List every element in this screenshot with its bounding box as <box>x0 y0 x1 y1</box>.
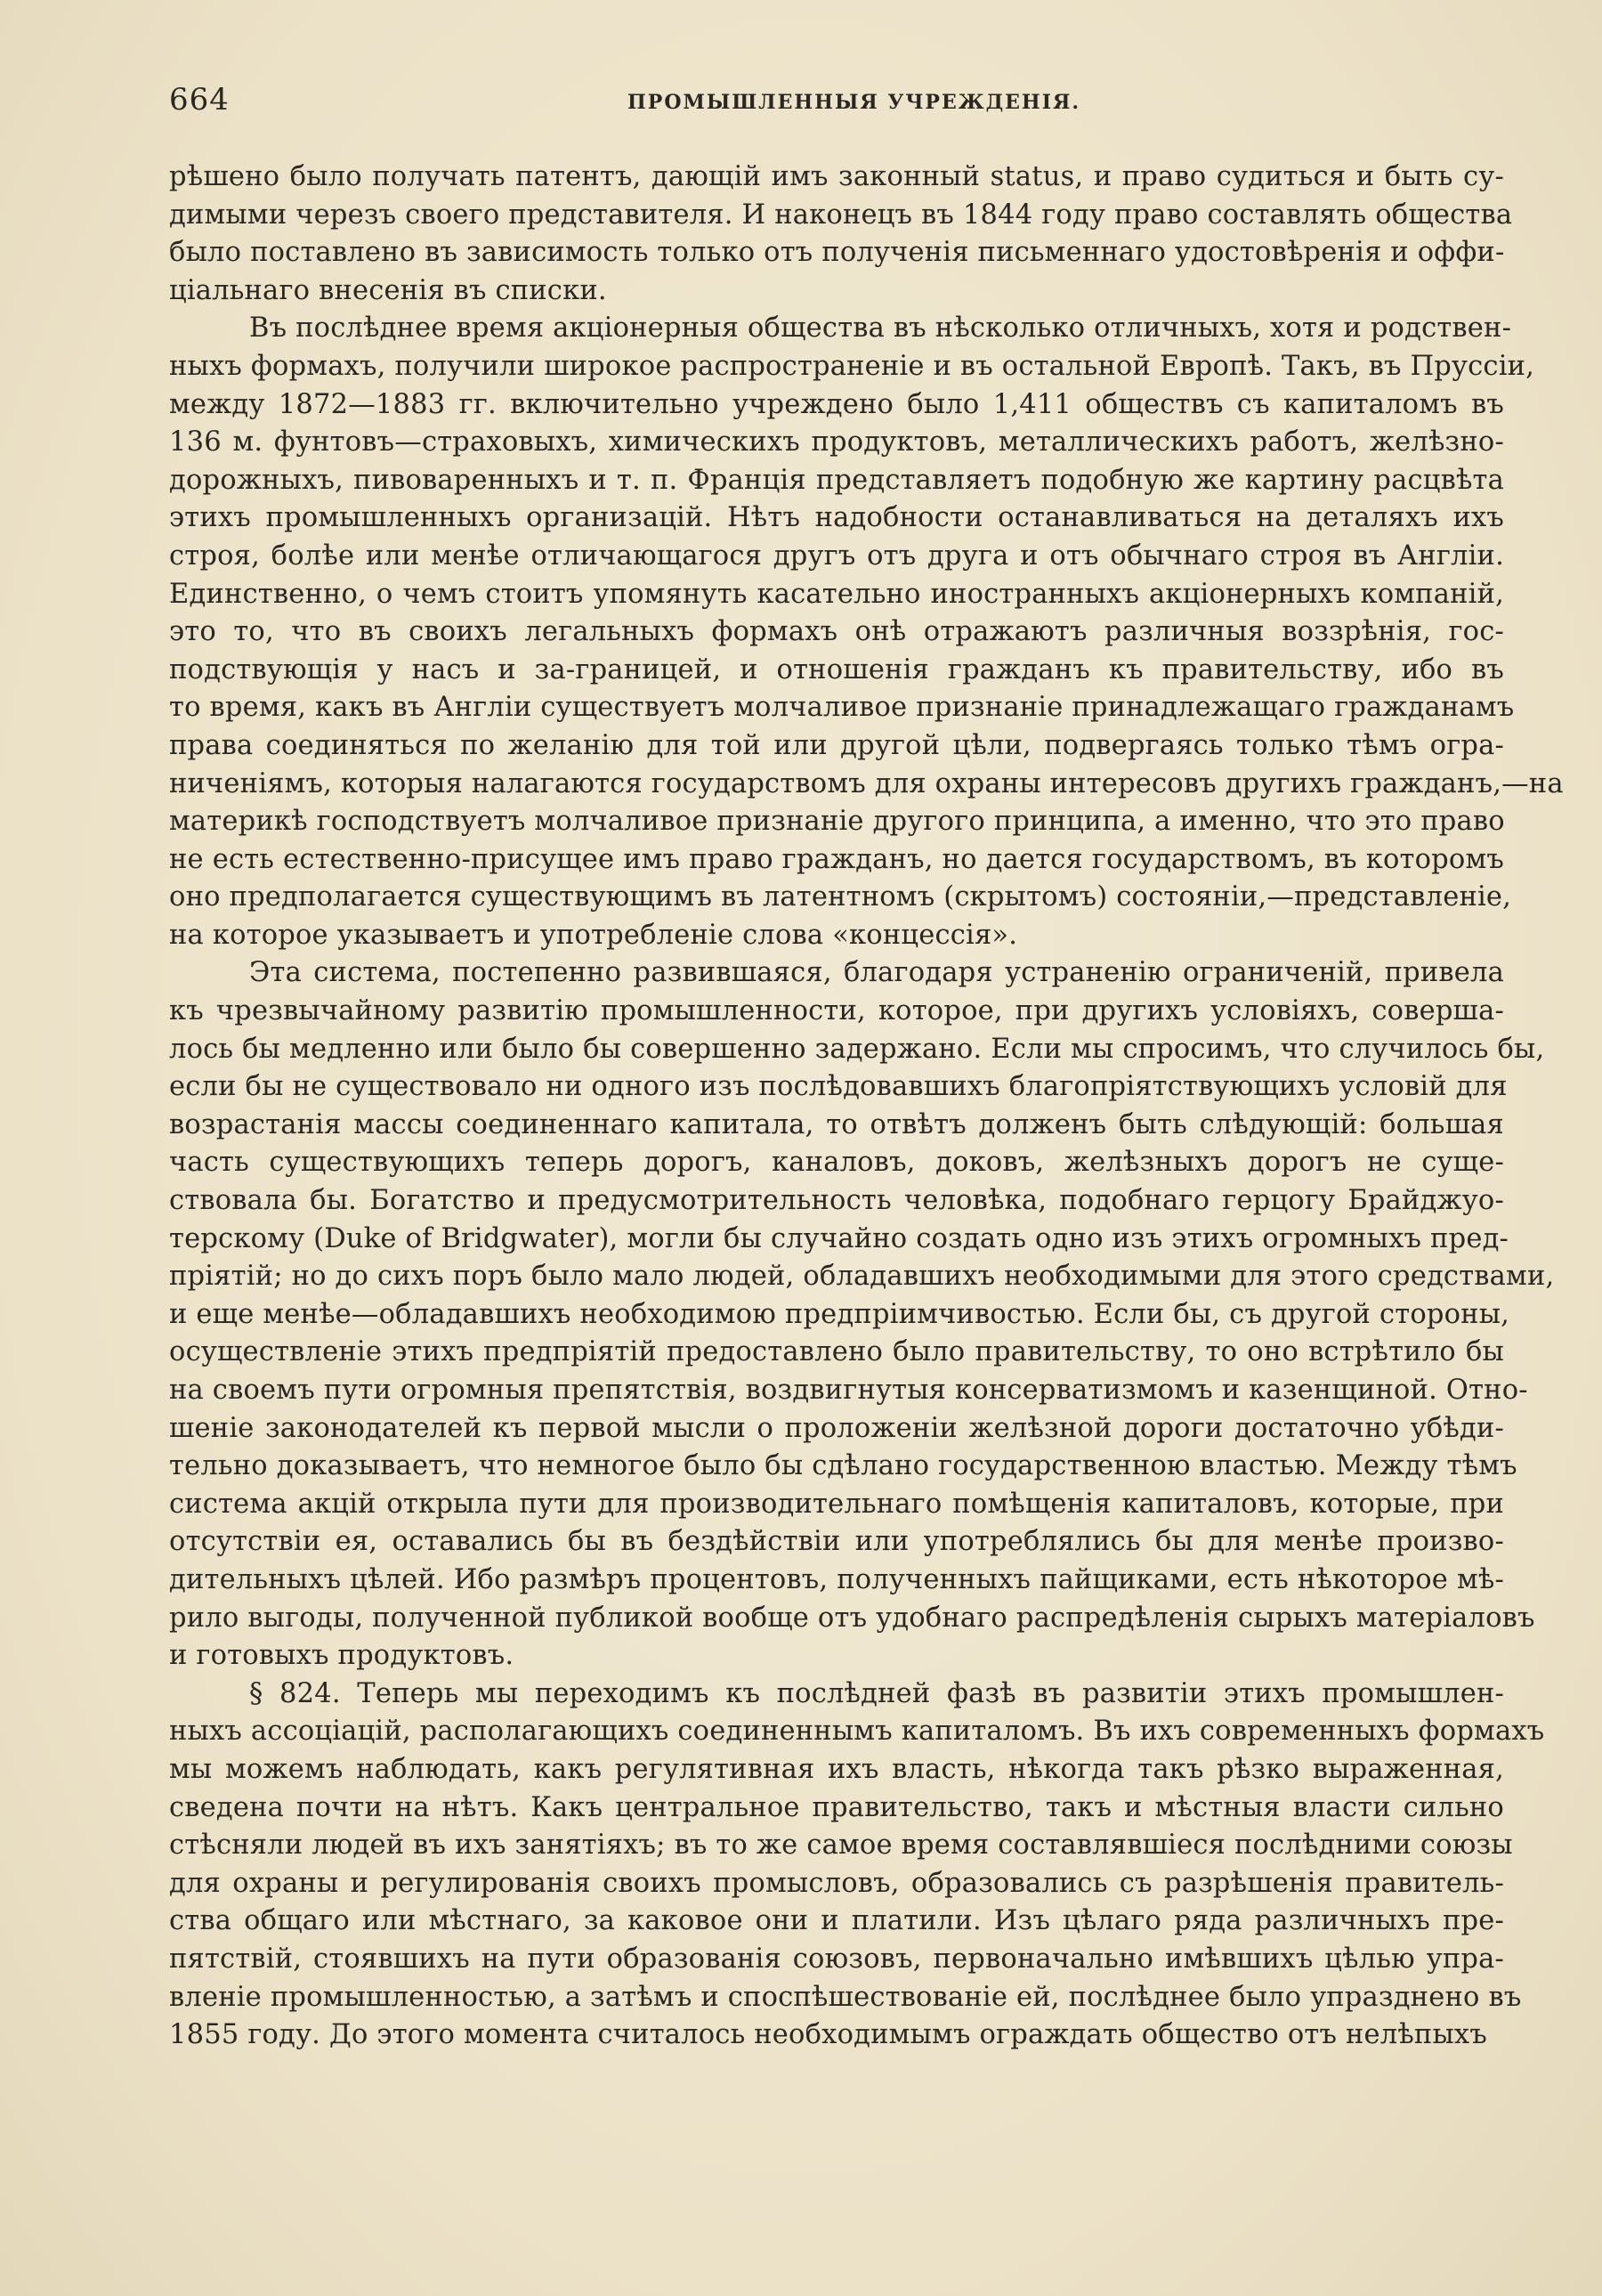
text-line: § 824. Теперь мы переходимъ къ послѣдней фазѣ въ развитіи этихъ промышлен- <box>249 1677 1504 1709</box>
text-line: этихъ промышленныхъ организацій. Нѣтъ надобности останавливаться на деталяхъ ихъ <box>169 502 1504 534</box>
text-line: возрастанія массы соединеннаго капитала, то отвѣтъ долженъ быть слѣдующій: большая <box>169 1108 1504 1140</box>
text-line: пятствій, стоявшихъ на пути образованія союзовъ, первоначально имѣвшихъ цѣлью упра- <box>169 1943 1504 1975</box>
running-title: ПРОМЫШЛЕННЫЯ УЧРЕЖДЕНІЯ. <box>627 91 1081 114</box>
text-line: Единственно, о чемъ стоитъ упомянуть касательно иностранныхъ акціонерныхъ компаній, <box>169 578 1504 610</box>
text-line: ціальнаго внесенія въ списки. <box>169 274 607 306</box>
text-line: Эта система, постепенно развившаяся, благодаря устраненію ограниченій, привела <box>249 957 1504 989</box>
text-line: лось бы медленно или было бы совершенно задержано. Если мы спросимъ, что случилось бы, <box>169 1033 1545 1065</box>
text-line: мы можемъ наблюдать, какъ регулятивная ихъ власть, нѣкогда такъ рѣзко выраженная, <box>169 1753 1504 1785</box>
paragraph <box>169 954 1555 1675</box>
text-line: не есть естественно-присущее имъ право гражданъ, но дается государствомъ, въ которомъ <box>169 843 1504 875</box>
paragraph <box>169 310 1564 954</box>
text-line: ныхъ ассоціацій, располагающихъ соединеннымъ капиталомъ. Въ ихъ современныхъ формахъ <box>169 1716 1545 1748</box>
text-line: димыми черезъ своего представителя. И наконецъ въ 1844 году право составлять общества <box>169 199 1513 231</box>
text-line: и еще менѣе—обладавшихъ необходимою предпріимчивостью. Если бы, съ другой стороны, <box>169 1298 1510 1330</box>
text-line: рило выгоды, полученной публикой вообще отъ удобнаго распредѣленія сырыхъ матеріаловъ <box>169 1602 1535 1634</box>
page-number: 664 <box>169 82 230 118</box>
text-line: если бы не существовало ни одного изъ послѣдовавшихъ благопріятствующихъ условій для <box>169 1071 1508 1103</box>
text-line: шеніе законодателей къ первой мысли о проложеніи желѣзной дороги достаточно убѣди- <box>169 1412 1504 1444</box>
text-line: дительныхъ цѣлей. Ибо размѣръ процентовъ, полученныхъ пайщиками, есть нѣкоторое мѣ- <box>169 1563 1504 1595</box>
text-line: ствовала бы. Богатство и предусмотрительность человѣка, подобнаго герцогу Брайджуо- <box>169 1185 1504 1217</box>
text-line: права соединяться по желанію для той или другой цѣли, подвергаясь только тѣмъ огра- <box>169 729 1504 761</box>
paragraph <box>169 158 1513 310</box>
text-line: часть существующихъ теперь дорогъ, каналовъ, доковъ, желѣзныхъ дорогъ не суще- <box>169 1147 1504 1179</box>
text-line: ныхъ формахъ, получили широкое распространеніе и въ остальной Европѣ. Такъ, въ Пруссіи, <box>169 350 1535 382</box>
text-line: Въ послѣднее время акціонерныя общества въ нѣсколько отличныхъ, хотя и родствен- <box>249 312 1512 345</box>
text-line: оно предполагается существующимъ въ латентномъ (скрытомъ) состояніи,—представленіе, <box>169 881 1512 913</box>
text-line: пріятій; но до сихъ поръ было мало людей, обладавшихъ необходимыми для этого средствами, <box>169 1261 1555 1293</box>
text-line: 1855 году. До этого момента считалось необходимымъ ограждать общество отъ нелѣпыхъ <box>169 2019 1487 2051</box>
text-line: вленіе промышленностью, а затѣмъ и споспѣшествованіе ей, послѣднее было упразднено въ <box>169 1981 1522 2013</box>
text-line: и готовыхъ продуктовъ. <box>169 1640 514 1672</box>
text-line: 136 м. фунтовъ—страховыхъ, химическихъ продуктовъ, металлическихъ работъ, желѣзно- <box>169 426 1504 458</box>
text-line: на своемъ пути огромныя препятствія, воздвигнутыя консерватизмомъ и казенщиной. Отно- <box>169 1375 1528 1406</box>
text-line: это то, что въ своихъ легальныхъ формахъ онѣ отражаютъ различныя воззрѣнія, гос- <box>169 616 1504 648</box>
text-line: было поставлено въ зависимость только отъ полученія письменнаго удостовѣренія и оффи- <box>169 237 1505 269</box>
text-line: осуществленіе этихъ предпріятій предоставлено было правительству, то оно встрѣтило бы <box>169 1336 1504 1368</box>
text-line: къ чрезвычайному развитію промышленности, которое, при другихъ условіяхъ, соверша- <box>169 995 1504 1027</box>
text-line: для охраны и регулированія своихъ промысловъ, образовались съ разрѣшенія правитель- <box>169 1867 1504 1899</box>
body-text <box>169 158 1564 2197</box>
text-line: то время, какъ въ Англіи существуетъ молчаливое признаніе принадлежащаго гражданамъ <box>169 692 1515 724</box>
text-line: система акцій открыла пути для производительнаго помѣщенія капиталовъ, которые, при <box>169 1488 1504 1520</box>
text-line: подствующія у насъ и за-границей, и отношенія гражданъ къ правительству, ибо въ <box>169 653 1504 686</box>
text-line: дорожныхъ, пивоваренныхъ и т. п. Франція представляетъ подобную же картину расцвѣта <box>169 464 1504 496</box>
text-line: материкѣ господствуетъ молчаливое признаніе другого принципа, а именно, что это право <box>169 806 1505 838</box>
text-line: отсутствіи ея, оставались бы въ бездѣйствіи или употреблялись бы для менѣе произво- <box>169 1526 1504 1558</box>
text-line: рѣшено было получать патентъ, дающій имъ законный status, и право судиться и быть су- <box>169 161 1504 192</box>
text-line: тельно доказываетъ, что немногое было бы сдѣлано государственною властью. Между тѣмъ <box>169 1450 1517 1482</box>
text-line: между 1872—1883 гг. включительно учреждено было 1,411 обществъ съ капиталомъ въ <box>169 388 1504 420</box>
text-line: терскому (Duke of Bridgwater), могли бы случайно создать одно изъ этихъ огромныхъ пред- <box>169 1222 1509 1254</box>
text-line: ниченіямъ, которыя налагаются государствомъ для охраны интересовъ другихъ гражданъ,—на <box>169 767 1564 799</box>
paragraph <box>169 1675 1545 2055</box>
text-line: строя, болѣе или менѣе отличающагося другъ отъ друга и отъ обычнаго строя въ Англіи. <box>169 540 1504 572</box>
text-line: сведена почти на нѣтъ. Какъ центральное правительство, такъ и мѣстныя власти сильно <box>169 1791 1504 1823</box>
text-line: ства общаго или мѣстнаго, за каковое они и платили. Изъ цѣлаго ряда различныхъ пре- <box>169 1905 1504 1937</box>
text-line: на которое указываетъ и употребленіе слова «концессія». <box>169 919 1018 951</box>
page-header <box>169 82 1504 118</box>
text-line: стѣсняли людей въ ихъ занятіяхъ; въ то же самое время составлявшіеся послѣдними союзы <box>169 1829 1513 1862</box>
